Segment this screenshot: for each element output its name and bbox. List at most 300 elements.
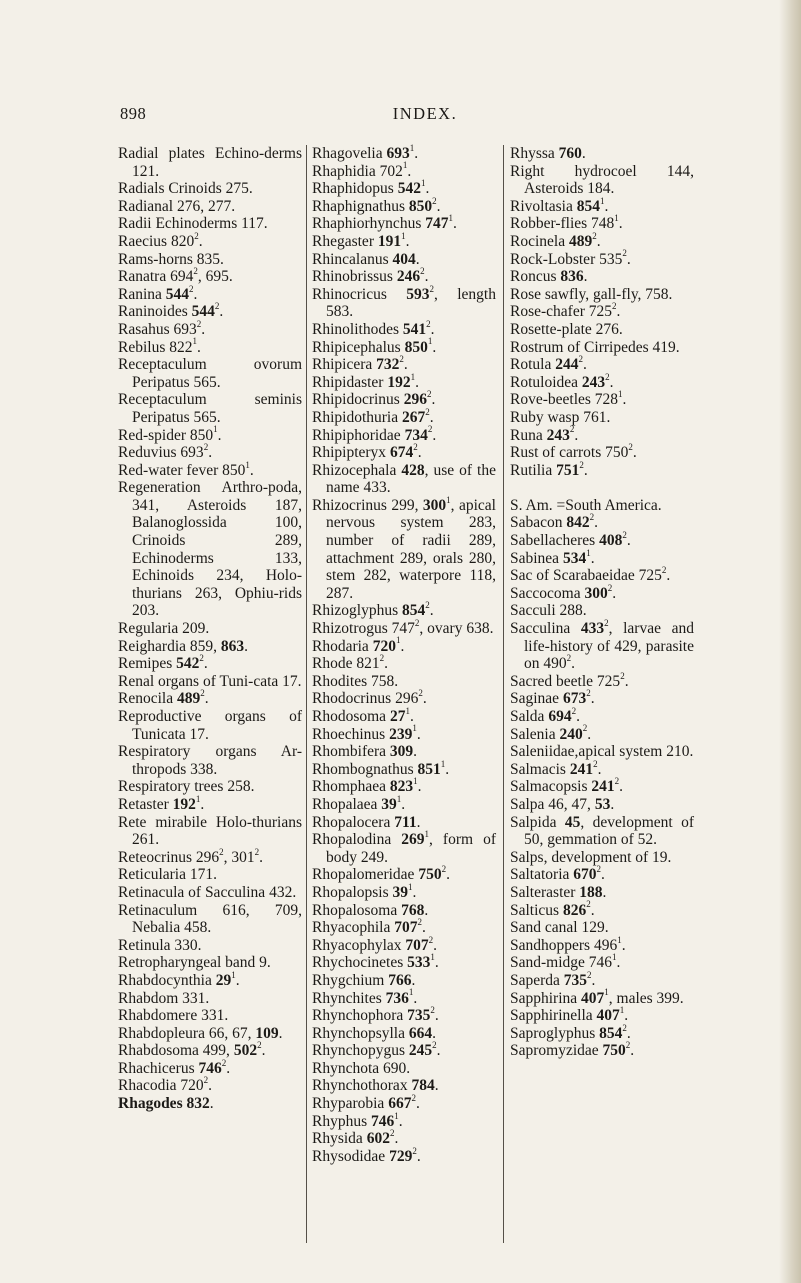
entry-text: .: [574, 426, 579, 444]
entry-text: Right hydrocoel 144, Asteroids 184.: [510, 162, 694, 198]
entry-text: Salpida: [510, 813, 565, 831]
entry-text: Ruby wasp 761.: [510, 408, 611, 426]
entry-text: , development of 50, gemmation of 52.: [524, 813, 694, 849]
entry-text: Rhipicephalus: [312, 338, 405, 356]
index-entry: [118, 318, 302, 339]
entry-bold-page: 720: [372, 637, 396, 655]
entry-text: .: [421, 919, 426, 937]
entry-text: Rhodosoma: [312, 708, 390, 725]
entry-superscript: 1: [619, 1004, 625, 1015]
entry-bold-page: 544: [165, 285, 190, 303]
entry-text: .: [197, 338, 201, 356]
entry-bold-page: 241: [591, 778, 615, 796]
entry-bold-page: 732: [376, 356, 400, 374]
index-entry: [118, 1025, 302, 1043]
entry-text: .: [597, 760, 602, 778]
entry-text: Radials Crinoids 275.: [118, 180, 253, 198]
index-entry: [510, 339, 694, 357]
entry-text: Retinula 330.: [118, 936, 202, 954]
entry-superscript: 2: [200, 688, 205, 699]
entry-superscript: 2: [432, 195, 437, 206]
entry-text: Rhaphidopus: [312, 180, 398, 198]
entry-bold-page: 673: [562, 690, 587, 708]
index-entry: [118, 215, 302, 233]
index-entry: [510, 248, 694, 269]
entry-text: .: [403, 356, 408, 374]
index-entry: [118, 846, 302, 867]
index-entry: [510, 899, 694, 920]
entry-text: Saproglyphus: [510, 1024, 600, 1042]
entry-text: Red-spider 850: [118, 426, 214, 444]
entry-text: Sand canal 129.: [510, 919, 609, 937]
entry-text: Renocila: [118, 690, 177, 708]
entry-bold-page: 842: [566, 514, 590, 532]
index-entry: [510, 567, 694, 585]
entry-text: Rhodaria: [312, 637, 373, 655]
entry-text: , length 583.: [326, 285, 496, 321]
index-entry: [312, 195, 496, 216]
entry-bold-page: 735: [563, 971, 588, 989]
entry-superscript: 1: [448, 213, 453, 224]
entry-text: .: [630, 1042, 635, 1060]
index-entry: [312, 972, 496, 990]
entry-superscript: 2: [628, 441, 633, 452]
index-entry: [510, 195, 694, 216]
entry-superscript: 2: [587, 969, 592, 980]
entry-text: .: [204, 690, 209, 708]
entry-superscript: 2: [417, 916, 422, 927]
entry-bold-page: 192: [172, 795, 196, 813]
entry-bold-page: 241: [569, 760, 594, 778]
index-entry: [312, 494, 496, 603]
entry-text: .: [445, 760, 450, 778]
entry-text: .: [203, 655, 208, 673]
entry-text: .: [415, 1095, 420, 1113]
entry-text: Rock-Lobster 535: [510, 250, 623, 268]
entry-bold-page: 544: [191, 303, 215, 321]
entry-text: Sacculi 288.: [510, 602, 587, 620]
page-header: [120, 104, 730, 130]
entry-text: .: [193, 285, 198, 303]
entry-text: .: [244, 637, 249, 655]
entry-text: , 301: [223, 848, 255, 866]
entry-bold-page: 751: [556, 461, 580, 479]
index-entry: [118, 690, 302, 708]
section-gap: [510, 479, 694, 497]
entry-bold-page: 851: [417, 760, 441, 778]
entry-text: .: [622, 391, 627, 409]
entry-text: .: [632, 444, 637, 462]
entry-text: .: [413, 743, 418, 761]
entry-text: .: [208, 1077, 213, 1095]
entry-text: .: [431, 391, 436, 409]
entry-bold-page: 407: [596, 1007, 620, 1025]
entry-text: .: [414, 145, 419, 162]
entry-bold-page: 826: [562, 901, 587, 919]
entry-text: Radii Echinoderms 117.: [118, 215, 268, 233]
entry-text: Saltatoria: [510, 866, 574, 884]
index-entry: [510, 796, 694, 814]
entry-superscript: 2: [203, 441, 209, 452]
entry-superscript: 2: [193, 266, 198, 276]
entry-bold-page: 850: [404, 338, 428, 356]
entry-text: Rotula: [510, 356, 556, 374]
index-entry: [510, 849, 694, 867]
index-entry: [312, 424, 496, 445]
entry-text: Salticus: [510, 901, 563, 919]
entry-bold-page: 29: [215, 971, 232, 989]
entry-text: .: [581, 145, 586, 162]
index-entry: [312, 987, 496, 1008]
entry-text: Rhombognathus: [312, 760, 418, 778]
entry-text: .: [432, 426, 437, 444]
entry-superscript: 1: [213, 424, 218, 435]
entry-superscript: 2: [389, 1128, 395, 1139]
entry-bold-page: 823: [389, 778, 414, 796]
entry-text: Receptaculum ovorum Peripatus 565.: [118, 356, 302, 391]
index-entry: [312, 617, 496, 638]
index-entry: [312, 1145, 496, 1166]
entry-text: Raninoides: [118, 303, 192, 321]
index-entry: [312, 441, 496, 462]
index-entry: [510, 497, 694, 515]
index-entry: [510, 919, 694, 937]
entry-text: Rhipidothuria: [312, 408, 402, 426]
entry-text: Sapromyzidae: [510, 1042, 603, 1060]
entry-text: Rose-chafer 725: [510, 303, 612, 321]
entry-superscript: 1: [586, 547, 591, 558]
index-entry: [312, 954, 496, 972]
entry-superscript: 2: [413, 441, 418, 452]
index-entry: [312, 353, 496, 374]
index-entry: [118, 145, 302, 180]
index-entry: [312, 705, 496, 726]
entry-text: .: [432, 1024, 436, 1042]
entry-bold-page: 243: [581, 373, 606, 391]
index-entry: [312, 1042, 496, 1060]
entry-text: .: [590, 549, 595, 567]
entry-bold-page: 766: [388, 971, 412, 989]
entry-bold-page: 734: [404, 426, 428, 444]
entry-text: Rhopalocera: [312, 813, 395, 831]
entry-text: Rhaphignathus: [312, 197, 409, 215]
entry-text: .: [429, 602, 434, 620]
entry-text: Renal organs of Tuni-cata 17.: [118, 672, 302, 690]
index-entry: [510, 954, 694, 972]
entry-superscript: 2: [566, 653, 572, 664]
entry-text: Rhabdocynthia: [118, 971, 216, 989]
index-entry: [312, 602, 496, 620]
entry-superscript: 2: [203, 1075, 209, 1086]
entry-superscript: 2: [257, 1040, 262, 1051]
entry-superscript: 1: [430, 952, 435, 963]
index-entry: [510, 547, 694, 568]
index-entry: [510, 884, 694, 902]
entry-superscript: 2: [589, 512, 595, 523]
entry-bold-page: 541: [402, 320, 427, 338]
index-entry: [510, 1022, 694, 1043]
entry-text: Rete mirabile Holo-thurians 261.: [118, 813, 302, 849]
entry-text: Rhipidaster: [312, 373, 388, 391]
entry-superscript: 1: [410, 371, 416, 382]
index-entry: [118, 743, 302, 778]
entry-text: Reighardia 859,: [118, 637, 221, 655]
entry-bold-page: 854: [576, 197, 600, 215]
entry-text: Retaster: [118, 795, 173, 813]
entry-text: Rhegaster: [312, 232, 378, 250]
index-entry: [510, 670, 694, 691]
entry-superscript: 1: [440, 758, 446, 769]
entry-superscript: 1: [420, 178, 426, 189]
index-entry: [510, 529, 694, 550]
entry-text: .: [429, 408, 434, 426]
index-entry: [510, 145, 694, 163]
index-entry: [312, 1060, 496, 1078]
entry-text: .: [616, 303, 621, 321]
index-entry: [312, 866, 496, 884]
entry-bold-page: 39: [381, 795, 397, 813]
index-entry: [118, 884, 302, 902]
index-entry: [510, 723, 694, 744]
entry-text: Rhoechinus: [312, 725, 390, 743]
index-entry: [510, 814, 694, 849]
entry-text: Sabacon: [510, 514, 567, 532]
entry-text: Rivoltasia: [510, 197, 577, 215]
entry-bold-page: 244: [555, 356, 579, 374]
entry-superscript: 2: [593, 758, 598, 769]
index-entry: [510, 705, 694, 726]
index-entry: [510, 969, 694, 990]
index-entry: [118, 638, 302, 656]
index-entry: [312, 318, 496, 339]
entry-bold-page: 750: [418, 866, 442, 884]
entry-bold-page: 694: [548, 708, 572, 725]
entry-bold-page: 784: [411, 1077, 435, 1095]
entry-superscript: 2: [622, 1022, 627, 1033]
index-entry: [312, 793, 496, 814]
index-entry: [118, 283, 302, 304]
entry-text: Rebilus 822: [118, 338, 193, 356]
entry-superscript: 1: [408, 987, 414, 998]
entry-text: Salmacopsis: [510, 778, 592, 796]
index-entry: [312, 934, 496, 955]
entry-text: .: [401, 795, 406, 813]
entry-text: Receptaculum seminis Peripatus 565.: [118, 391, 302, 426]
entry-text: Rhynchothorax: [312, 1077, 412, 1095]
running-title: INDEX.: [392, 104, 458, 123]
entry-text: Radianal 276, 277.: [118, 197, 236, 215]
index-entry: [118, 1095, 302, 1113]
index-entry: [118, 902, 302, 937]
entry-text: Rove-beetles 728: [510, 391, 619, 409]
entry-superscript: 1: [599, 195, 605, 206]
index-entry: [118, 620, 302, 638]
entry-text: Rosette-plate 276.: [510, 320, 623, 338]
index-entry: [118, 954, 302, 972]
index-entry: [510, 163, 694, 198]
entry-superscript: 1: [612, 952, 617, 963]
entry-text: Salps, development of 19.: [510, 848, 672, 866]
entry-text: .: [619, 778, 623, 796]
entry-text: Rhachicerus: [118, 1059, 199, 1077]
entry-superscript: 1: [395, 635, 401, 646]
index-entry: [510, 1004, 694, 1025]
index-entry: [312, 1025, 496, 1043]
entry-superscript: 2: [569, 424, 575, 435]
entry-text: .: [666, 567, 671, 585]
entry-bold-page: 854: [599, 1024, 623, 1042]
index-entry: [510, 690, 694, 708]
entry-text: .: [618, 215, 623, 233]
index-entry: [118, 990, 302, 1008]
index-entry: [312, 690, 496, 708]
entry-text: Rhynchopsylla: [312, 1024, 409, 1042]
entry-bold-page: 309: [389, 743, 414, 761]
index-entry: [118, 356, 302, 391]
entry-superscript: 2: [411, 1092, 416, 1103]
entry-text: Red-water fever 850: [118, 461, 246, 479]
entry-superscript: 2: [430, 1004, 435, 1015]
index-column-1: [118, 145, 302, 1113]
entry-superscript: 2: [586, 688, 591, 699]
entry-text: .: [436, 1042, 441, 1060]
entry-text: .: [434, 1077, 439, 1095]
entry-text: Rams-horns 835.: [118, 250, 224, 268]
entry-text: Salteraster: [510, 883, 580, 901]
index-entry: [510, 602, 694, 620]
entry-text: Rhipidocrinus: [312, 391, 404, 409]
entry-text: .: [587, 725, 592, 743]
index-entry: [118, 441, 302, 462]
entry-text: Rhabdomere 331.: [118, 1007, 229, 1025]
entry-text: Runa: [510, 426, 547, 444]
entry-text: Rotuloidea: [510, 373, 582, 391]
entry-text: .: [571, 655, 575, 673]
entry-text: Saccocoma: [510, 584, 585, 602]
entry-bold-page: 428: [401, 461, 425, 479]
index-entry: [312, 1092, 496, 1113]
index-entry: [118, 198, 302, 216]
entry-text: Radial plates Echino-derms 121.: [118, 145, 302, 180]
entry-text: Retinaculum 616, 709, Nebalia 458.: [118, 901, 302, 937]
entry-text: Rhinolithodes: [312, 320, 403, 338]
entry-bold-page: 736: [385, 989, 409, 1007]
entry-bold-page: 267: [401, 408, 426, 426]
entry-bold-page: Rhagodes 832: [118, 1095, 210, 1113]
entry-text: Salpa 46, 47,: [510, 795, 595, 813]
entry-text: , ovary 638.: [419, 620, 494, 638]
index-entry: [510, 391, 694, 409]
index-entry: [312, 758, 496, 779]
entry-text: Rhysodidae: [312, 1147, 390, 1165]
entry-text: .: [610, 795, 615, 813]
entry-text: .: [591, 971, 596, 989]
index-entry: [118, 937, 302, 955]
index-entry: [510, 286, 694, 304]
index-entry: [510, 230, 694, 251]
entry-superscript: 2: [661, 565, 667, 576]
entry-superscript: 2: [625, 1040, 631, 1051]
index-entry: [510, 514, 694, 532]
index-entry: [510, 268, 694, 286]
entry-text: Saginae: [510, 690, 563, 708]
entry-superscript: 2: [194, 230, 199, 241]
entry-bold-page: 760: [558, 145, 582, 162]
entry-text: Reticularia 171.: [118, 866, 217, 884]
entry-superscript: 2: [420, 266, 425, 276]
entry-superscript: 2: [425, 406, 430, 417]
entry-superscript: 1: [408, 881, 413, 892]
index-entry: [312, 635, 496, 656]
entry-superscript: 2: [582, 723, 588, 734]
entry-bold-page: 746: [198, 1059, 222, 1077]
entry-superscript: 2: [412, 1145, 417, 1156]
entry-text: Rose sawfly, gall-fly, 758.: [510, 285, 673, 303]
entry-bold-page: 246: [396, 268, 421, 286]
entry-bold-page: 239: [389, 725, 413, 743]
index-entry: [312, 1004, 496, 1025]
entry-bold-page: 407: [581, 989, 605, 1007]
entry-superscript: 1: [604, 987, 609, 998]
entry-bold-page: 53: [594, 795, 611, 813]
index-entry: [118, 814, 302, 849]
entry-text: .: [217, 426, 222, 444]
entry-text: Rhipipteryx: [312, 444, 390, 462]
entry-text: Rhopalosoma: [312, 901, 402, 919]
entry-bold-page: 863: [220, 637, 245, 655]
entry-superscript: 2: [596, 864, 602, 875]
entry-text: Sandhoppers 496: [510, 936, 618, 954]
entry-text: Rhyparobia: [312, 1095, 389, 1113]
entry-text: .: [583, 268, 588, 286]
entry-text: Reproductive organs of Tunicata 17.: [118, 708, 302, 743]
entry-text: .: [416, 725, 421, 743]
entry-superscript: 2: [429, 283, 435, 294]
entry-text: , form of body 249.: [326, 831, 496, 866]
index-entry: [118, 459, 302, 480]
entry-text: .: [430, 320, 435, 338]
entry-text: .: [602, 883, 607, 901]
entry-text: Salda: [510, 708, 549, 725]
entry-text: .: [446, 866, 450, 884]
entry-superscript: 1: [245, 459, 250, 470]
entry-text: Sacred beetle 725: [510, 672, 621, 690]
index-entry: [510, 215, 694, 233]
index-column-2: [312, 142, 496, 1165]
entry-text: .: [198, 232, 203, 250]
entry-text: .: [226, 1059, 231, 1077]
entry-text: .: [405, 232, 410, 250]
index-entry: [118, 251, 302, 269]
entry-text: S. Am. =South America.: [510, 496, 662, 514]
entry-text: .: [424, 268, 429, 286]
entry-bold-page: 667: [388, 1095, 412, 1113]
entry-superscript: 1: [192, 336, 197, 347]
entry-bold-page: 192: [387, 373, 411, 391]
entry-text: .: [417, 444, 422, 462]
entry-superscript: 1: [195, 793, 201, 804]
entry-text: Rhodites 758.: [312, 672, 399, 690]
entry-text: Rhopalomeridae: [312, 866, 419, 884]
entry-text: Raecius 820: [118, 232, 195, 250]
entry-text: Rhizoglyphus: [312, 602, 402, 620]
entry-text: .: [411, 971, 416, 989]
entry-bold-page: 850: [408, 197, 433, 215]
index-entry: [312, 1130, 496, 1148]
index-entry: [312, 1077, 496, 1095]
entry-bold-page: 534: [562, 549, 587, 567]
entry-bold-page: 707: [394, 919, 418, 937]
